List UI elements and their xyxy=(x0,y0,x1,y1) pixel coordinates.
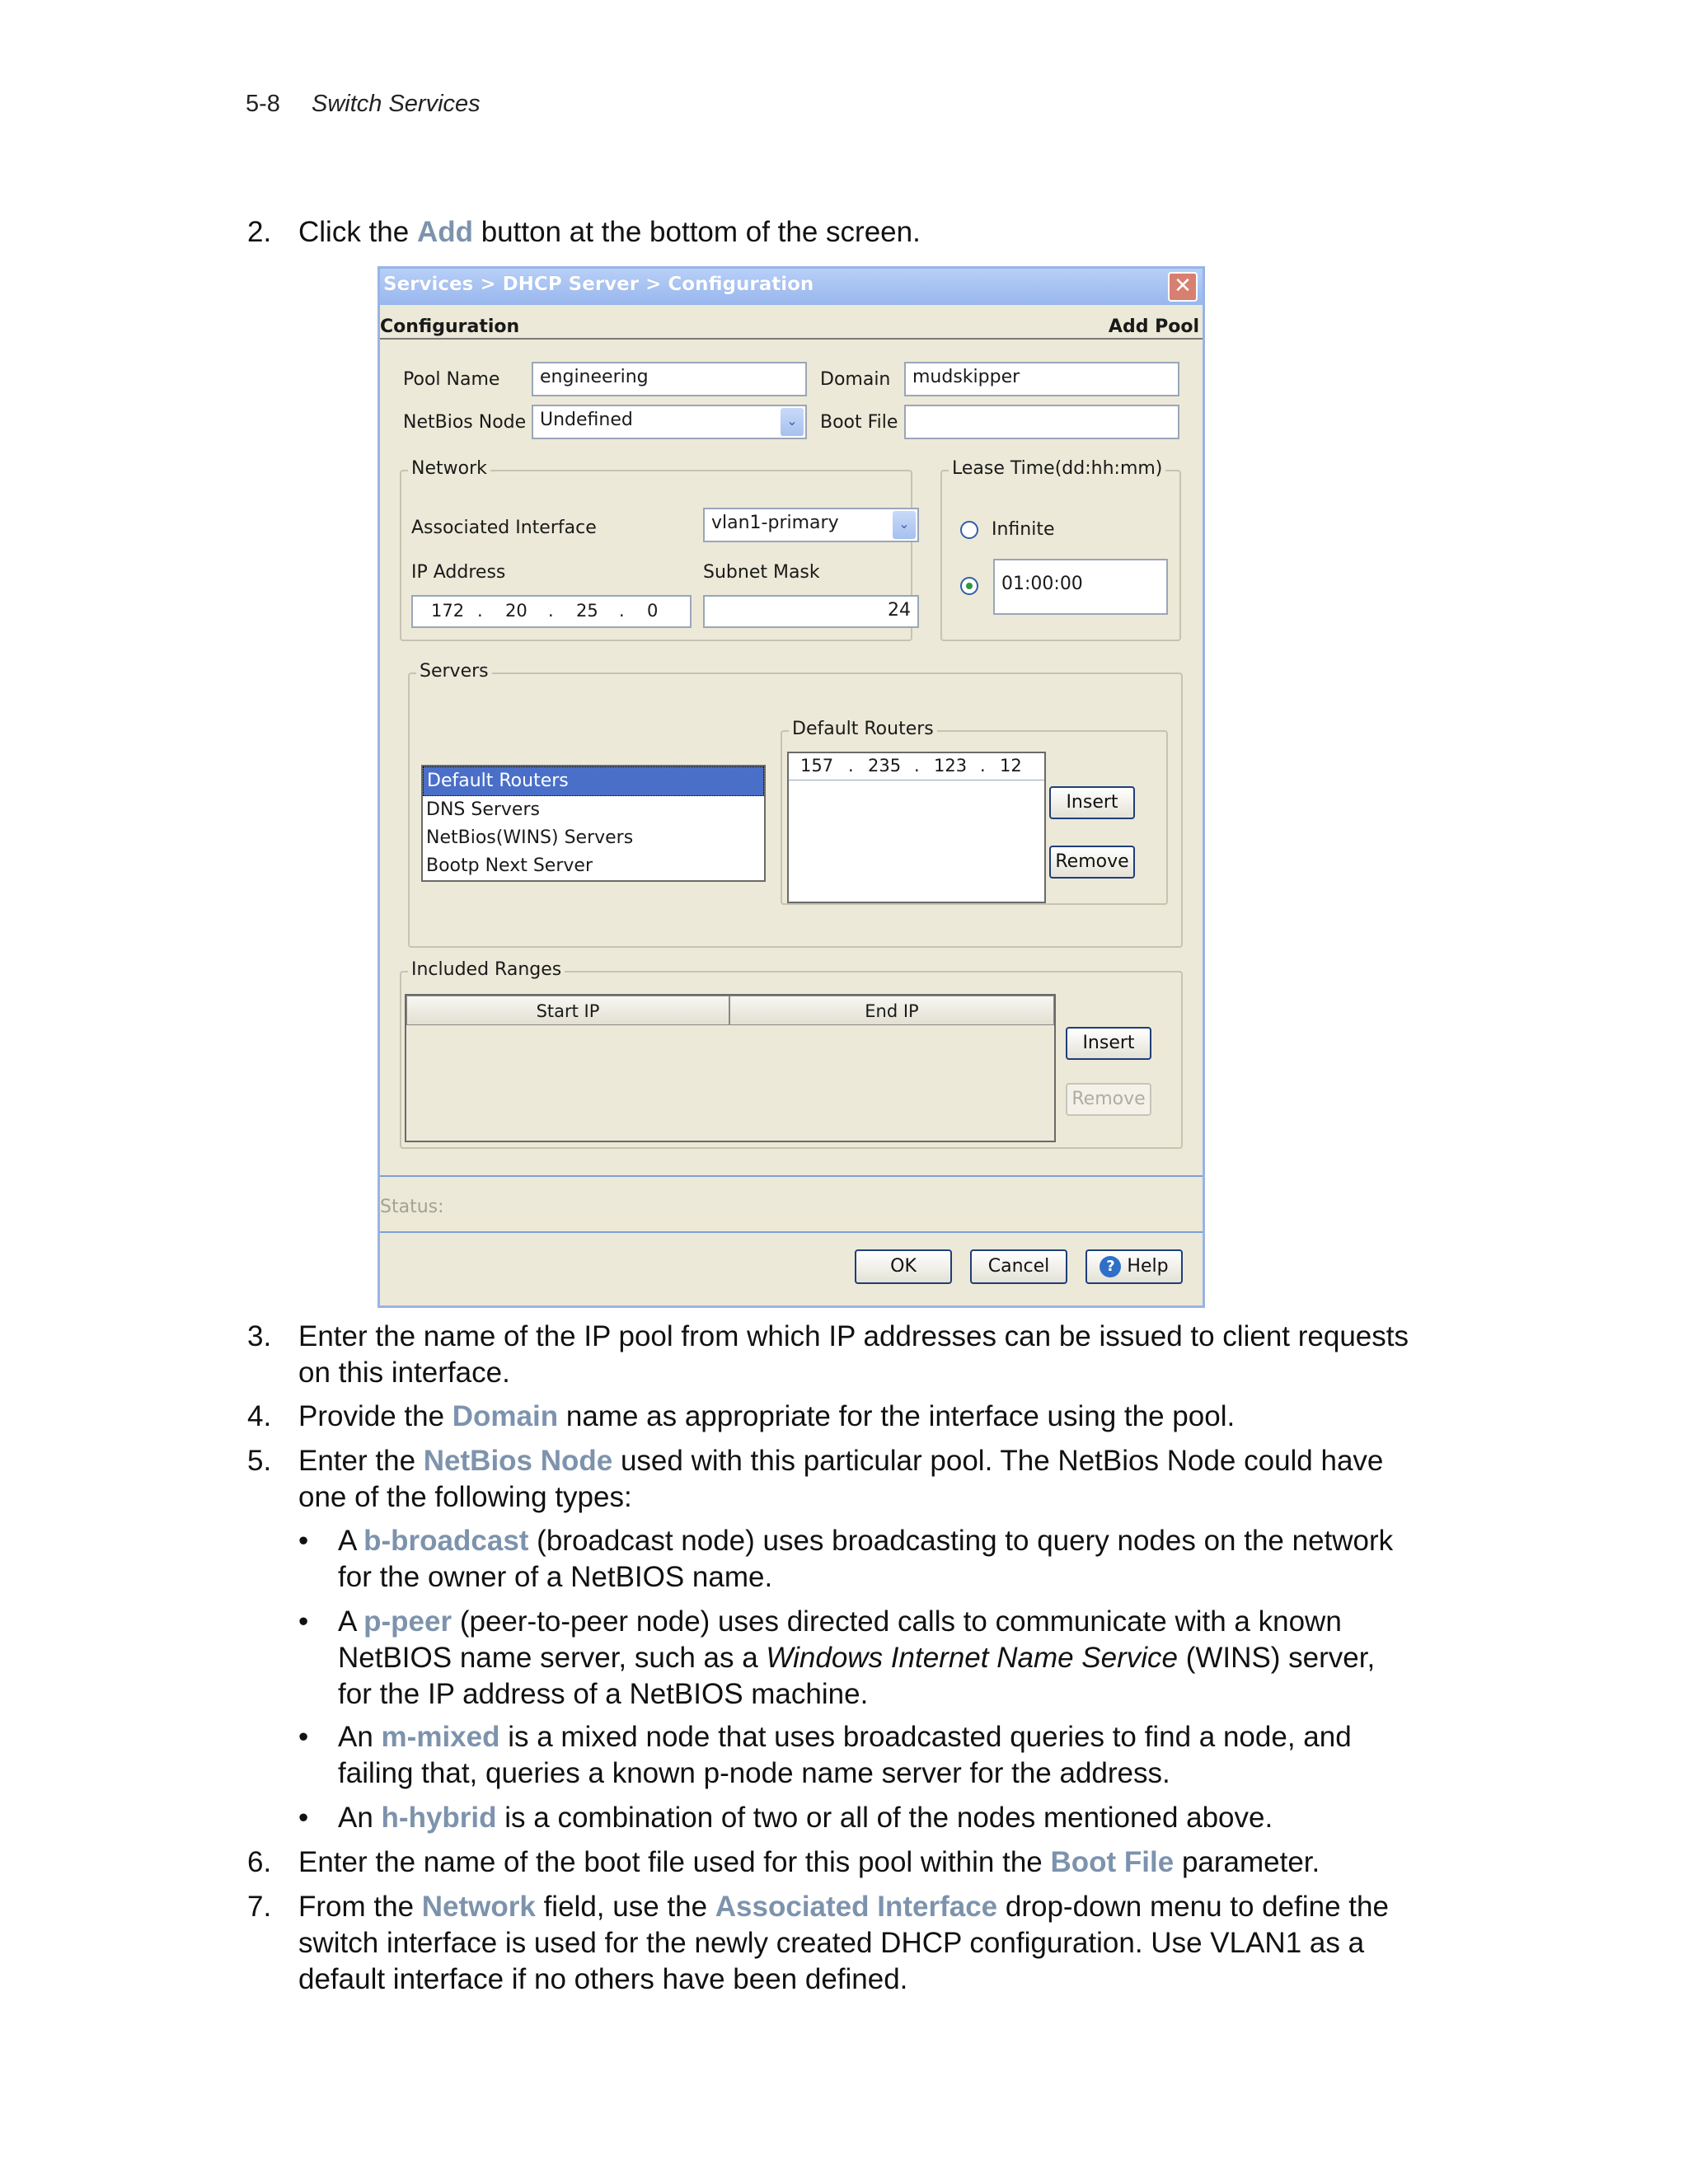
included-ranges-legend: Included Ranges xyxy=(408,959,565,980)
step-number: 3. xyxy=(247,1320,272,1352)
text: (peer-to-peer node) uses directed calls to communicate with a known NetBIOS name server, such as a xyxy=(338,1605,1342,1674)
lease-time-legend: Lease Time(dd:hh:mm) xyxy=(949,458,1165,479)
bullet-marker: • xyxy=(298,1525,309,1557)
list-item[interactable]: Default Routers xyxy=(423,766,764,796)
servers-legend: Servers xyxy=(416,661,492,682)
server-type-list[interactable] xyxy=(421,765,766,882)
text: is a mixed node that uses broadcasted queries to find a node, and failing that, queries a known p-node name server for the address. xyxy=(338,1721,1352,1789)
cancel-button[interactable]: Cancel xyxy=(970,1249,1067,1284)
list-item[interactable]: Bootp Next Server xyxy=(426,855,593,876)
ip-address-input[interactable]: 172 . 20 . 25 . 0 xyxy=(411,595,692,628)
netbios-node-label: NetBios Node xyxy=(403,412,527,433)
section-title: Switch Services xyxy=(311,91,481,117)
subnet-mask-input[interactable]: 24 xyxy=(703,595,919,628)
chevron-down-icon[interactable]: ⌄ xyxy=(781,408,804,436)
ip-octet: 25 xyxy=(576,601,598,621)
divider xyxy=(380,338,1203,340)
add-pool-label: Add Pool xyxy=(1108,316,1199,337)
text: name as appropriate for the interface using the pool. xyxy=(558,1400,1236,1432)
text: An xyxy=(338,1802,382,1834)
ip-octet: 172 xyxy=(431,601,465,621)
configuration-label: Configuration xyxy=(380,316,520,337)
text: From the xyxy=(298,1891,422,1923)
step-2 xyxy=(247,214,1418,251)
help-label: Help xyxy=(1127,1256,1169,1277)
divider xyxy=(380,1231,1203,1233)
domain-input[interactable]: mudskipper xyxy=(904,362,1179,396)
bullet-text xyxy=(338,1800,1403,1836)
bullet-marker: • xyxy=(298,1605,309,1638)
step-number: 4. xyxy=(247,1400,272,1432)
step-6 xyxy=(247,1844,1418,1881)
status-label: Status: xyxy=(380,1197,444,1217)
text: Enter the name of the boot file used for this pool within the xyxy=(298,1846,1051,1878)
step-text xyxy=(298,1889,1418,1998)
pool-name-label: Pool Name xyxy=(403,369,500,390)
text: A xyxy=(338,1525,364,1557)
text: An xyxy=(338,1721,382,1753)
text: (WINS) server, for the IP address of a NetBIOS machine. xyxy=(338,1642,1376,1710)
step-number: 7. xyxy=(247,1891,272,1923)
bullet-p-peer xyxy=(298,1604,1403,1713)
network-legend: Network xyxy=(408,458,490,479)
insert-router-button[interactable]: Insert xyxy=(1049,786,1135,819)
title-bar xyxy=(380,269,1203,305)
step-number: 5. xyxy=(247,1445,272,1477)
keyword: Network xyxy=(421,1891,536,1923)
ip-octet: 20 xyxy=(505,601,528,621)
dialog-title: Services > DHCP Server > Configuration xyxy=(383,274,814,295)
end-ip-column-header[interactable]: End IP xyxy=(729,996,1054,1025)
ip-octet: 235 xyxy=(868,756,902,776)
text: used with this particular pool. The NetBios Node could have one of the following types: xyxy=(298,1445,1384,1513)
infinite-radio[interactable] xyxy=(960,521,978,539)
default-routers-group xyxy=(781,719,1168,905)
bullet-marker: • xyxy=(298,1802,309,1834)
help-icon: ? xyxy=(1100,1256,1121,1277)
keyword: b-broadcast xyxy=(363,1525,529,1557)
step-3 xyxy=(247,1319,1418,1391)
insert-range-button[interactable]: Insert xyxy=(1066,1027,1151,1060)
boot-file-input[interactable] xyxy=(904,405,1179,439)
text: field, use the xyxy=(535,1891,715,1923)
text: A xyxy=(338,1605,364,1638)
ip-octet: 12 xyxy=(1000,756,1022,776)
keyword: h-hybrid xyxy=(381,1802,497,1834)
remove-router-button[interactable]: Remove xyxy=(1049,846,1135,879)
ok-button[interactable]: OK xyxy=(855,1249,952,1284)
keyword: p-peer xyxy=(363,1605,452,1638)
default-routers-list[interactable] xyxy=(787,752,1046,903)
ip-octet: 157 xyxy=(800,756,834,776)
list-item[interactable]: NetBios(WINS) Servers xyxy=(426,827,634,848)
page-number: 5-8 xyxy=(246,91,280,117)
bullet-marker: • xyxy=(298,1721,309,1753)
step-text xyxy=(298,214,1418,251)
start-ip-column-header[interactable]: Start IP xyxy=(406,996,729,1025)
step-text xyxy=(298,1844,1418,1881)
domain-label: Domain xyxy=(820,369,891,390)
chevron-down-icon[interactable]: ⌄ xyxy=(893,511,916,539)
text: Provide the xyxy=(298,1400,452,1432)
servers-group xyxy=(408,661,1183,948)
included-ranges-group xyxy=(400,959,1183,1149)
step-number: 2. xyxy=(247,216,272,248)
divider xyxy=(380,1175,1203,1177)
netbios-node-value: Undefined xyxy=(540,410,633,430)
pool-name-input[interactable]: engineering xyxy=(532,362,807,396)
boot-file-label: Boot File xyxy=(820,412,898,433)
ip-octet: 123 xyxy=(934,756,968,776)
italic-text: Windows Internet Name Service xyxy=(766,1642,1179,1674)
bullet-m-mixed xyxy=(298,1719,1403,1792)
step-number: 6. xyxy=(247,1846,272,1878)
step-5 xyxy=(247,1443,1418,1516)
dhcp-config-dialog xyxy=(377,266,1205,1308)
default-routers-legend: Default Routers xyxy=(789,719,937,739)
bullet-h-hybrid xyxy=(298,1800,1403,1836)
text: Enter the xyxy=(298,1445,424,1477)
text: drop-down menu to define the switch interface is used for the newly created DHCP configuration. Use VLAN1 as a default interface if no others have been defined. xyxy=(298,1891,1389,1995)
step-text xyxy=(298,1443,1418,1516)
keyword: NetBios Node xyxy=(423,1445,613,1477)
keyword: Boot File xyxy=(1050,1846,1175,1878)
step-7 xyxy=(247,1889,1418,1998)
timed-radio[interactable] xyxy=(960,577,978,595)
ip-octet: 0 xyxy=(647,601,659,621)
subnet-mask-label: Subnet Mask xyxy=(703,562,820,583)
bullet-b-broadcast xyxy=(298,1523,1403,1596)
list-item[interactable]: DNS Servers xyxy=(426,799,540,820)
remove-range-button[interactable]: Remove xyxy=(1066,1083,1151,1116)
text: parameter. xyxy=(1174,1846,1320,1878)
infinite-label: Infinite xyxy=(992,519,1055,540)
keyword: Associated Interface xyxy=(715,1891,998,1923)
step-text xyxy=(298,1399,1418,1435)
ranges-table[interactable] xyxy=(405,994,1056,1142)
close-icon[interactable]: ✕ xyxy=(1168,272,1198,302)
lease-time-group xyxy=(940,458,1181,641)
associated-interface-select[interactable] xyxy=(703,508,919,542)
keyword: Domain xyxy=(452,1400,559,1432)
text: button at the bottom of the screen. xyxy=(472,216,921,248)
step-text: Enter the name of the IP pool from which IP addresses can be issued to client requests on this interface. xyxy=(298,1320,1409,1389)
page-header xyxy=(246,91,481,118)
keyword: m-mixed xyxy=(381,1721,500,1753)
text: (broadcast node) uses broadcasting to query nodes on the network for the owner of a NetBIOS name. xyxy=(338,1525,1394,1593)
bullet-text xyxy=(338,1604,1403,1713)
ip-address-label: IP Address xyxy=(411,562,506,583)
router-ip-row[interactable]: 157 . 235 . 123 . 12 xyxy=(789,753,1044,780)
netbios-node-select[interactable] xyxy=(532,405,807,439)
text: is a combination of two or all of the nodes mentioned above. xyxy=(496,1802,1273,1834)
associated-interface-value: vlan1-primary xyxy=(711,513,839,533)
text: Click the xyxy=(298,216,417,248)
network-group xyxy=(400,458,912,641)
help-button[interactable] xyxy=(1085,1249,1183,1284)
bullet-text xyxy=(338,1719,1403,1792)
step-4 xyxy=(247,1399,1418,1435)
bullet-text xyxy=(338,1523,1403,1596)
keyword: Add xyxy=(416,216,473,248)
associated-interface-label: Associated Interface xyxy=(411,518,597,538)
lease-time-input[interactable]: 01:00:00 xyxy=(993,559,1168,615)
